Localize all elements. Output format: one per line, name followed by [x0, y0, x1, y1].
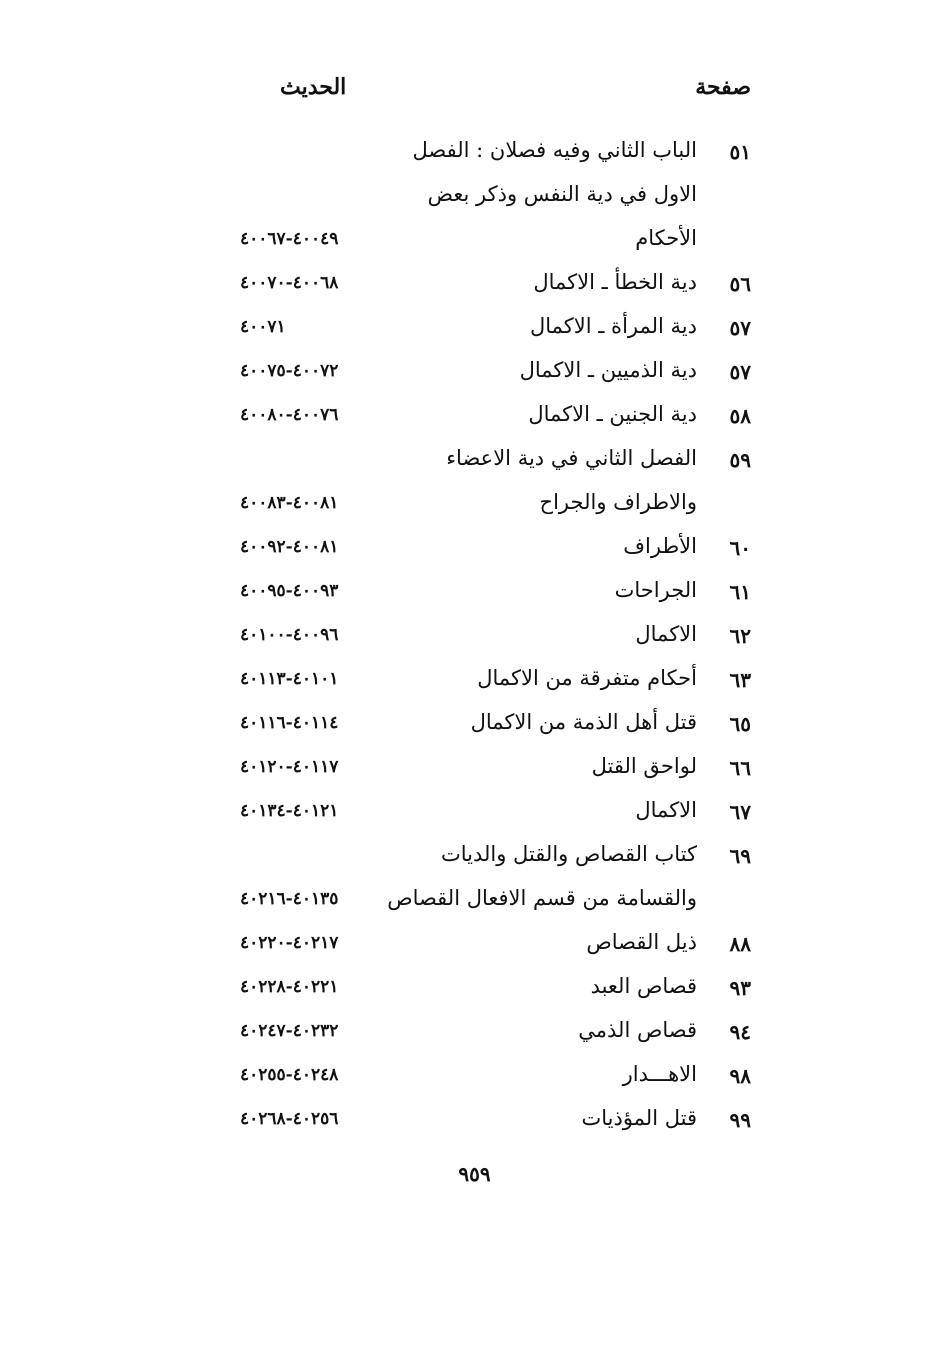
- page-column-label: صفحة: [695, 74, 751, 100]
- toc-title: الاكمال: [635, 798, 697, 822]
- toc-title: والقسامة من قسم الافعال القصاص: [387, 886, 697, 910]
- toc-hadith-range: ٤٠٠٧٢-٤٠٠٧٥: [240, 361, 339, 381]
- toc-hadith-range: ٤٠٠٤٩-٤٠٠٦٧: [240, 229, 339, 249]
- toc-row: [0, 660, 929, 704]
- toc-page-number: ٥١: [729, 140, 751, 164]
- toc-title: قتل المؤذيات: [581, 1106, 697, 1130]
- toc-hadith-range: ٤٠٠٧٦-٤٠٠٨٠: [240, 405, 339, 425]
- toc-row: [0, 748, 929, 792]
- toc-page-number: ٦١: [729, 580, 751, 604]
- toc-title: أحكام متفرقة من الاكمال: [477, 666, 697, 690]
- toc-page-number: ٦٣: [729, 668, 751, 692]
- toc-title: قصاص الذمي: [578, 1018, 697, 1042]
- toc-page-number: ٩٨: [729, 1064, 751, 1088]
- toc-title: الاهـــدار: [622, 1062, 697, 1086]
- toc-page-number: ٦٧: [729, 800, 751, 824]
- toc-page-number: ٩٣: [729, 976, 751, 1000]
- toc-page-number: ٦٢: [729, 624, 751, 648]
- toc-hadith-range: ٤٠١١٧-٤٠١٢٠: [240, 757, 339, 777]
- toc-title: الاول في دية النفس وذكر بعض: [427, 182, 697, 206]
- toc-hadith-range: ٤٠٠٧١: [240, 317, 286, 337]
- toc-title: الأحكام: [635, 226, 697, 250]
- toc-title: ذيل القصاص: [586, 930, 697, 954]
- toc-row: [0, 968, 929, 1012]
- page-number: ٩٥٩: [458, 1162, 491, 1186]
- toc-hadith-range: ٤٠٠٨١-٤٠٠٩٢: [240, 537, 339, 557]
- toc-page-number: ٩٤: [729, 1020, 751, 1044]
- toc-title: الباب الثاني وفيه فصلان : الفصل: [412, 138, 697, 162]
- toc-page-number: ٦٩: [729, 844, 751, 868]
- toc-row: [0, 528, 929, 572]
- toc-row: [0, 484, 929, 528]
- toc-page-number: ٦٦: [729, 756, 751, 780]
- toc-title: الأطراف: [623, 534, 697, 558]
- toc-row: [0, 572, 929, 616]
- toc-hadith-range: ٤٠١٠١-٤٠١١٣: [240, 669, 339, 689]
- hadith-column-label: الحديث: [280, 74, 347, 100]
- toc-row: [0, 836, 929, 880]
- toc-row: [0, 1056, 929, 1100]
- toc-hadith-range: ٤٠١١٤-٤٠١١٦: [240, 713, 339, 733]
- toc-row: [0, 924, 929, 968]
- toc-row: [0, 704, 929, 748]
- toc-title: قتل أهل الذمة من الاكمال: [470, 710, 697, 734]
- toc-hadith-range: ٤٠٠٨١-٤٠٠٨٣: [240, 493, 339, 513]
- toc-title: دية الجنين ـ الاكمال: [528, 402, 697, 426]
- toc-page-number: ٦٠: [729, 536, 751, 560]
- toc-hadith-range: ٤٠١٣٥-٤٠٢١٦: [240, 889, 339, 909]
- column-header: [0, 70, 929, 110]
- toc-row: [0, 440, 929, 484]
- toc-row: [0, 132, 929, 176]
- toc-title: لواحق القتل: [591, 754, 697, 778]
- toc-page-number: ٥٧: [729, 360, 751, 384]
- toc-title: دية المرأة ـ الاكمال: [529, 314, 697, 338]
- toc-page-number: ٨٨: [729, 932, 751, 956]
- toc-row: [0, 792, 929, 836]
- toc-hadith-range: ٤٠٢٢١-٤٠٢٢٨: [240, 977, 339, 997]
- toc-page-number: ٥٩: [729, 448, 751, 472]
- toc-hadith-range: ٤٠٢١٧-٤٠٢٢٠: [240, 933, 339, 953]
- toc-title: دية الذميين ـ الاكمال: [519, 358, 697, 382]
- toc-title: والاطراف والجراح: [539, 490, 697, 514]
- toc-page-number: ٦٥: [729, 712, 751, 736]
- toc-row: [0, 176, 929, 220]
- toc-row: [0, 264, 929, 308]
- toc-row: [0, 308, 929, 352]
- toc-title: كتاب القصاص والقتل والديات: [440, 842, 697, 866]
- toc-page-number: ٥٧: [729, 316, 751, 340]
- toc-row: [0, 1100, 929, 1144]
- toc-page-number: ٩٩: [729, 1108, 751, 1132]
- toc-title: قصاص العبد: [590, 974, 697, 998]
- toc-title: الجراحات: [614, 578, 697, 602]
- toc-row: [0, 616, 929, 660]
- toc-row: [0, 880, 929, 924]
- toc-row: [0, 352, 929, 396]
- toc-hadith-range: ٤٠٢٤٨-٤٠٢٥٥: [240, 1065, 339, 1085]
- toc-hadith-range: ٤٠٠٩٦-٤٠١٠٠: [240, 625, 339, 645]
- toc-title: الفصل الثاني في دية الاعضاء: [446, 446, 697, 470]
- toc-page-number: ٥٨: [729, 404, 751, 428]
- toc-hadith-range: ٤٠٠٦٨-٤٠٠٧٠: [240, 273, 339, 293]
- toc-title: الاكمال: [635, 622, 697, 646]
- toc-hadith-range: ٤٠٠٩٣-٤٠٠٩٥: [240, 581, 339, 601]
- toc-row: [0, 1012, 929, 1056]
- table-of-contents: [0, 132, 929, 1144]
- toc-page-number: ٥٦: [729, 272, 751, 296]
- page-footer: [0, 1162, 929, 1186]
- toc-hadith-range: ٤٠٢٥٦-٤٠٢٦٨: [240, 1109, 339, 1129]
- toc-row: [0, 220, 929, 264]
- toc-hadith-range: ٤٠١٢١-٤٠١٣٤: [240, 801, 339, 821]
- toc-hadith-range: ٤٠٢٣٢-٤٠٢٤٧: [240, 1021, 339, 1041]
- toc-title: دية الخطأ ـ الاكمال: [533, 270, 697, 294]
- toc-row: [0, 396, 929, 440]
